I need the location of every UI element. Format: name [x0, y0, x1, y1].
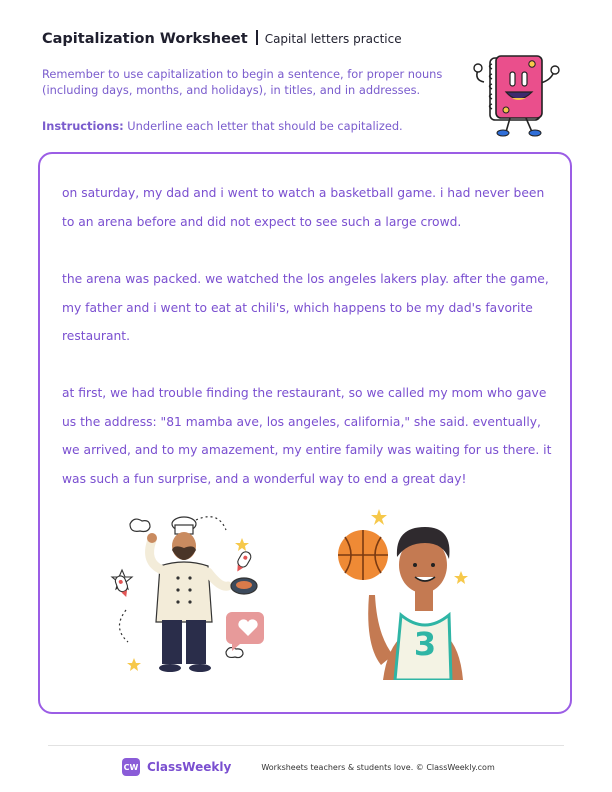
- chef-illustration: [108, 510, 278, 680]
- brand-name[interactable]: ClassWeekly: [147, 760, 232, 774]
- instructions-text: Underline each letter that should be capitalized.: [123, 119, 403, 133]
- footer-tagline: Worksheets teachers & students love. © ClassWeekly.com: [261, 762, 495, 772]
- passage-paragraph-3[interactable]: at first, we had trouble finding the restaurant, so we called my mom who gave us the address: "81 mamba ave, los angeles, california," she said. eventually, we arrived, and to my amazement, my entire family was waiting for us there. it was such a fun surprise, and a wonderful way to end a great day!: [62, 386, 552, 486]
- instructions-label: Instructions:: [42, 119, 124, 133]
- footer: [122, 758, 495, 776]
- basketball-player-illustration: [335, 505, 485, 680]
- book-mascot-illustration: [470, 52, 562, 140]
- worksheet-subtitle: Capital letters practice: [264, 32, 402, 46]
- instructions: [42, 119, 403, 133]
- worksheet-title: Capitalization Worksheet: [42, 31, 248, 47]
- title-divider: [256, 30, 258, 45]
- jersey-number: 3: [413, 625, 437, 663]
- classweekly-logo-icon: CW: [122, 758, 140, 776]
- passage-paragraph-1[interactable]: on saturday, my dad and i went to watch a basketball game. i had never been to an arena before and did not expect to see such a large crowd.: [62, 186, 545, 229]
- footer-divider: [48, 745, 564, 746]
- worksheet-header: [42, 28, 402, 47]
- intro-text: Remember to use capitalization to begin a sentence, for proper nouns (including days, months, and holidays), in titles, and in addresses.: [42, 67, 443, 97]
- passage-paragraph-2[interactable]: the arena was packed. we watched the los angeles lakers play. after the game, my father and i went to eat at chili's, which happens to be my dad's favorite restaurant.: [62, 272, 549, 343]
